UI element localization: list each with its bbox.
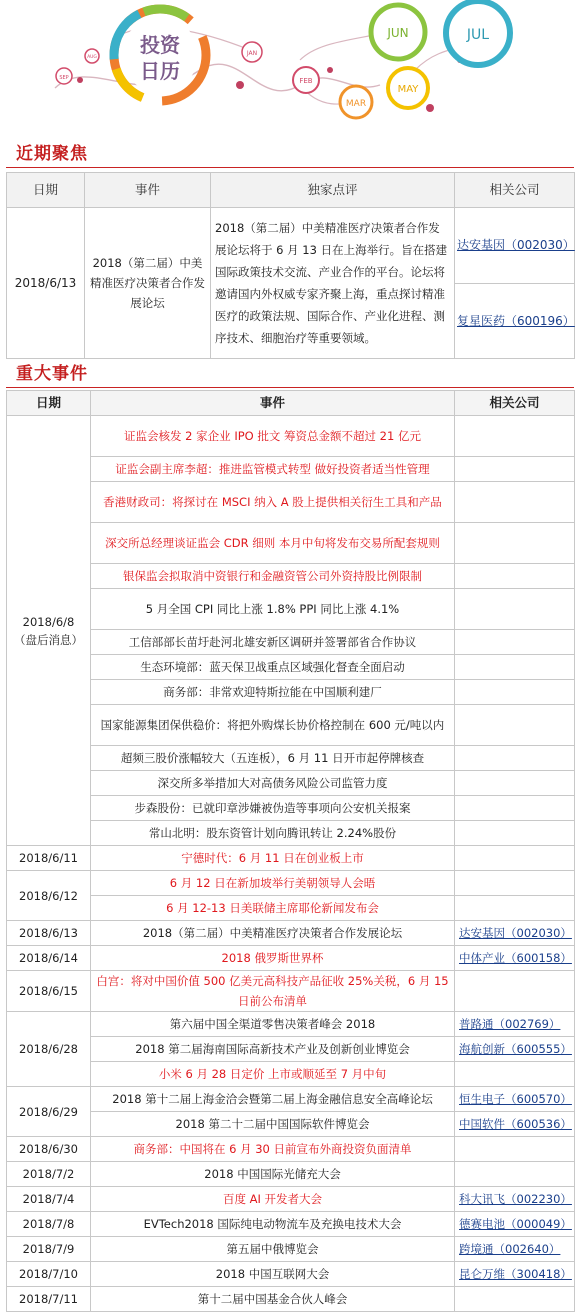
- company-link[interactable]: 跨境通（002640）: [459, 1242, 561, 1256]
- focus-event: 2018（第二届）中美精准医疗决策者合作发展论坛: [85, 208, 211, 359]
- company-link[interactable]: 海航创新（600555）: [459, 1042, 572, 1056]
- event-date: 2018/7/10: [19, 1267, 78, 1281]
- company-cell: [455, 1062, 575, 1087]
- table-row: [7, 705, 575, 746]
- event-date-cell: [7, 1087, 91, 1137]
- event-text: 5 月全国 CPI 同比上涨 1.8% PPI 同比上涨 4.1%: [91, 589, 455, 630]
- event-date-cell: [7, 416, 91, 846]
- event-text: 2018 第二十二届中国国际软件博览会: [91, 1112, 455, 1137]
- table-row: [7, 1187, 575, 1212]
- banner-logo-line2: 日历: [140, 59, 180, 83]
- event-text: 小米 6 月 28 日定价 上市或顺延至 7 月中旬: [91, 1062, 455, 1087]
- focus-header-date: 日期: [7, 173, 85, 208]
- focus-header-company: 相关公司: [455, 173, 575, 208]
- table-row: [7, 1062, 575, 1087]
- table-row: [7, 846, 575, 871]
- table-row: [7, 1137, 575, 1162]
- company-link[interactable]: 恒生电子（600570）: [459, 1092, 572, 1106]
- event-text: 2018 第二届海南国际高新技术产业及创新创业博览会: [91, 1037, 455, 1062]
- event-date-cell: [7, 871, 91, 921]
- company-cell: [455, 896, 575, 921]
- company-cell: [455, 457, 575, 482]
- company-cell: [455, 705, 575, 746]
- event-text: 香港财政司：将探讨在 MSCI 纳入 A 股上提供相关衍生工具和产品: [91, 482, 455, 523]
- event-text: 6 月 12 日在新加坡举行美朝领导人会晤: [91, 871, 455, 896]
- company-cell: [455, 971, 575, 1012]
- month-may: MAY: [397, 84, 419, 95]
- company-cell: [455, 482, 575, 523]
- table-row: [7, 971, 575, 1012]
- event-text: 白宫：将对中国价值 500 亿美元高科技产品征收 25%关税，6 月 15 日前公布清单: [91, 971, 455, 1012]
- company-cell: [455, 1112, 575, 1137]
- company-cell: [455, 523, 575, 564]
- company-link[interactable]: 科大讯飞（002230）: [459, 1192, 572, 1206]
- event-text: 深交所总经理谈证监会 CDR 细则 本月中旬将发布交易所配套规则: [91, 523, 455, 564]
- major-header-row: [7, 391, 575, 416]
- event-date-cell: [7, 846, 91, 871]
- focus-companies: [455, 208, 575, 359]
- company-link[interactable]: 达安基因（002030）: [459, 926, 572, 940]
- major-events-body: [7, 416, 575, 1312]
- focus-section-header: [6, 144, 574, 168]
- table-row: [7, 457, 575, 482]
- company-cell: [455, 1187, 575, 1212]
- event-text: 常山北明：股东资管计划向腾讯转让 2.24%股份: [91, 821, 455, 846]
- event-text: EVTech2018 国际纯电动物流车及充换电技术大会: [91, 1212, 455, 1237]
- event-text: 2018 中国国际光储充大会: [91, 1162, 455, 1187]
- event-date-cell: [7, 1012, 91, 1087]
- table-row: [7, 523, 575, 564]
- event-date: 2018/7/4: [22, 1192, 75, 1206]
- event-text: 百度 AI 开发者大会: [91, 1187, 455, 1212]
- table-row: [7, 1237, 575, 1262]
- table-row: [7, 1112, 575, 1137]
- table-row: [7, 821, 575, 846]
- table-row: [7, 1037, 575, 1062]
- event-text: 步森股份：已就印章涉嫌被伪造等事项向公安机关报案: [91, 796, 455, 821]
- event-date: 2018/6/28: [19, 1042, 78, 1056]
- company-cell: [455, 630, 575, 655]
- company-cell: [455, 1162, 575, 1187]
- event-date: 2018/7/8: [22, 1217, 75, 1231]
- table-row: [7, 771, 575, 796]
- event-date-cell: [7, 1237, 91, 1262]
- month-aug: AUG: [87, 55, 97, 60]
- event-date-cell: [7, 1137, 91, 1162]
- table-row: [7, 796, 575, 821]
- company-cell: [455, 846, 575, 871]
- event-text: 2018 第十二届上海金洽会暨第二届上海金融信息安全高峰论坛: [91, 1087, 455, 1112]
- event-text: 6 月 12-13 日美联储主席耶伦新闻发布会: [91, 896, 455, 921]
- month-jan: JAN: [246, 50, 258, 57]
- table-row: [7, 564, 575, 589]
- month-jul: JUL: [466, 27, 490, 43]
- major-events-table: [6, 390, 575, 1312]
- company-cell: [455, 1212, 575, 1237]
- focus-row: [7, 208, 575, 359]
- banner-graphic: [0, 0, 580, 138]
- company-cell: [455, 1037, 575, 1062]
- table-row: [7, 482, 575, 523]
- event-text: 生态环境部：蓝天保卫战重点区域强化督查全面启动: [91, 655, 455, 680]
- company-cell: [455, 1012, 575, 1037]
- table-row: [7, 630, 575, 655]
- focus-company-link[interactable]: 达安基因（002030）: [457, 238, 575, 253]
- banner-logo-line1: 投资: [140, 33, 180, 57]
- company-cell: [455, 1137, 575, 1162]
- company-cell: [455, 416, 575, 457]
- event-date-cell: [7, 921, 91, 946]
- company-cell: [455, 921, 575, 946]
- focus-comment: 2018（第二届）中美精准医疗决策者合作发展论坛将于 6 月 13 日在上海举行。旨在搭建国际政策技术交流、产业合作的平台。论坛将邀请国内外权威专家齐聚上海，重点探讨精准医疗的政策法规、国际合作、产业化进程、测序技术、细胞治疗等重要领域。: [211, 208, 455, 359]
- event-text: 工信部部长苗圩赴河北雄安新区调研并签署部省合作协议: [91, 630, 455, 655]
- event-text: 证监会副主席李超：推进监管模式转型 做好投资者适当性管理: [91, 457, 455, 482]
- company-cell: [455, 1237, 575, 1262]
- focus-section-title: 近期聚焦: [16, 144, 88, 164]
- company-cell: [455, 1087, 575, 1112]
- major-header-date: 日期: [7, 391, 91, 416]
- table-row: [7, 946, 575, 971]
- company-cell: [455, 589, 575, 630]
- table-row: [7, 589, 575, 630]
- event-text: 商务部：非常欢迎特斯拉能在中国顺利建厂: [91, 680, 455, 705]
- company-cell: [455, 871, 575, 896]
- company-cell: [455, 564, 575, 589]
- event-date-cell: [7, 1162, 91, 1187]
- company-cell: [455, 746, 575, 771]
- table-row: [7, 921, 575, 946]
- event-text: 第五届中俄博览会: [91, 1237, 455, 1262]
- company-cell: [455, 680, 575, 705]
- company-link[interactable]: 昆仑万维（300418）: [459, 1267, 572, 1281]
- company-cell: [455, 1287, 575, 1312]
- event-date-note: （盘后消息）: [14, 632, 83, 647]
- focus-table: [6, 172, 575, 359]
- event-date: 2018/6/11: [19, 851, 78, 865]
- event-date: 2018/6/12: [19, 888, 78, 903]
- company-link[interactable]: 普路通（002769）: [459, 1017, 561, 1031]
- company-link[interactable]: 中体产业（600158）: [459, 951, 572, 965]
- table-row: [7, 896, 575, 921]
- table-row: [7, 680, 575, 705]
- event-date: 2018/6/13: [19, 926, 78, 940]
- event-date-cell: [7, 1187, 91, 1212]
- event-text: 2018 俄罗斯世界杯: [91, 946, 455, 971]
- event-date: 2018/6/14: [19, 951, 78, 965]
- company-cell: [455, 821, 575, 846]
- event-text: 深交所多举措加大对高债务风险公司监管力度: [91, 771, 455, 796]
- company-link[interactable]: 中国软件（600536）: [459, 1117, 572, 1131]
- event-date-cell: [7, 971, 91, 1012]
- table-row: [7, 416, 575, 457]
- event-date-cell: [7, 1262, 91, 1287]
- company-cell: [455, 796, 575, 821]
- focus-company-link[interactable]: 复星医药（600196）: [457, 313, 575, 328]
- event-date-cell: [7, 946, 91, 971]
- month-jun: JUN: [387, 26, 409, 40]
- table-row: [7, 1012, 575, 1037]
- table-row: [7, 1087, 575, 1112]
- major-section-header: [6, 364, 574, 388]
- company-cell: [455, 771, 575, 796]
- event-date: 2018/6/8: [22, 614, 75, 629]
- table-row: [7, 871, 575, 896]
- calendar-banner: [0, 0, 580, 138]
- focus-header-event: 事件: [85, 173, 211, 208]
- month-sep: SEP: [59, 75, 69, 81]
- event-date: 2018/6/29: [19, 1104, 78, 1119]
- event-text: 第六届中国全渠道零售决策者峰会 2018: [91, 1012, 455, 1037]
- event-date-cell: [7, 1287, 91, 1312]
- focus-header-comment: 独家点评: [211, 173, 455, 208]
- event-date: 2018/7/2: [22, 1167, 75, 1181]
- event-text: 国家能源集团保供稳价：将把外购煤长协价格控制在 600 元/吨以内: [91, 705, 455, 746]
- table-row: [7, 746, 575, 771]
- table-row: [7, 1287, 575, 1312]
- event-date: 2018/6/15: [19, 984, 78, 998]
- major-header-event: 事件: [91, 391, 455, 416]
- focus-date: 2018/6/13: [7, 208, 85, 359]
- event-text: 第十二届中国基金合伙人峰会: [91, 1287, 455, 1312]
- event-text: 宁德时代：6 月 11 日在创业板上市: [91, 846, 455, 871]
- table-row: [7, 1162, 575, 1187]
- company-link[interactable]: 德赛电池（000049）: [459, 1217, 572, 1231]
- event-text: 2018（第二届）中美精准医疗决策者合作发展论坛: [91, 921, 455, 946]
- event-date: 2018/6/30: [19, 1142, 78, 1156]
- event-text: 证监会核发 2 家企业 IPO 批文 筹资总金额不超过 21 亿元: [91, 416, 455, 457]
- event-date: 2018/7/9: [22, 1242, 75, 1256]
- major-section-title: 重大事件: [16, 364, 88, 384]
- event-text: 2018 中国互联网大会: [91, 1262, 455, 1287]
- company-cell: [455, 946, 575, 971]
- event-text: 超频三股价涨幅较大（五连板），6 月 11 日开市起停牌核查: [91, 746, 455, 771]
- event-date-cell: [7, 1212, 91, 1237]
- event-text: 银保监会拟取消中资银行和金融资管公司外资持股比例限制: [91, 564, 455, 589]
- table-row: [7, 1212, 575, 1237]
- month-mar: MAR: [345, 99, 367, 109]
- month-feb: FEB: [299, 77, 313, 85]
- major-header-company: 相关公司: [455, 391, 575, 416]
- company-cell: [455, 1262, 575, 1287]
- company-cell: [455, 655, 575, 680]
- event-text: 商务部：中国将在 6 月 30 日前宣布外商投资负面清单: [91, 1137, 455, 1162]
- event-date: 2018/7/11: [19, 1292, 78, 1306]
- table-row: [7, 655, 575, 680]
- focus-header-row: [7, 173, 575, 208]
- table-row: [7, 1262, 575, 1287]
